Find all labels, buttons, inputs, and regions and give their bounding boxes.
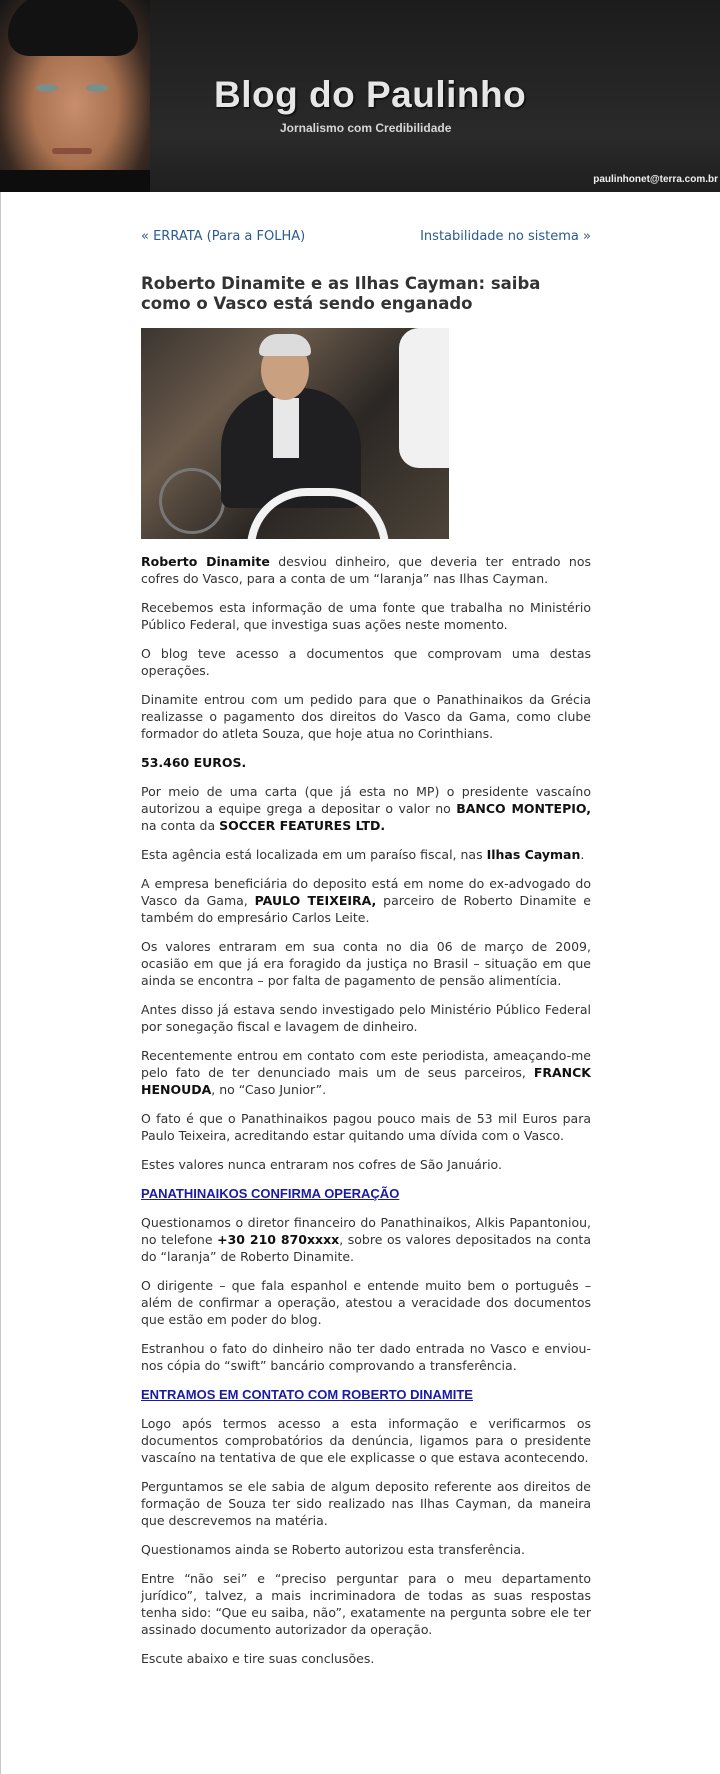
paragraph: Recentemente entrou em contato com este periodista, ameaçando-me pelo fato de ter denunciado mais um de seus parceiros, FRANCK HENOUDA, no “Caso Junior”. [141, 1048, 591, 1097]
post-body [141, 553, 591, 1667]
paragraph: Antes disso já estava sendo investigado pelo Ministério Público Federal por sonegação fiscal e lavagem de dinheiro. [141, 1002, 591, 1034]
paragraph: Roberto Dinamite desviou dinheiro, que deveria ter entrado nos cofres do Vasco, para a conta de um “laranja” nas Ilhas Cayman. [141, 554, 591, 586]
paragraph: Esta agência está localizada em um paraíso fiscal, nas Ilhas Cayman. [141, 847, 585, 862]
paragraph: Escute abaixo e tire suas conclusões. [141, 1651, 375, 1666]
paragraph: Questionamos o diretor financeiro do Panathinaikos, Alkis Papantoniou, no telefone +30 210 870xxxx, sobre os valores depositados na conta do “laranja” de Roberto Dinamite. [141, 1215, 591, 1264]
post-content [141, 228, 591, 1679]
post-photo [141, 328, 449, 539]
blog-subtitle: Jornalismo com Credibilidade [280, 121, 452, 135]
paragraph: A empresa beneficiária do deposito está em nome do ex-advogado do Vasco da Gama, PAULO TEIXEIRA, parceiro de Roberto Dinamite e também do empresário Carlos Leite. [141, 876, 591, 925]
paragraph: 53.460 EUROS. [141, 755, 247, 770]
page-left-border [0, 192, 1, 1774]
paragraph: Estes valores nunca entraram nos cofres de São Januário. [141, 1157, 502, 1172]
paragraph: Recebemos esta informação de uma fonte que trabalha no Ministério Público Federal, que investiga suas ações neste momento. [141, 600, 591, 632]
section-heading-link[interactable]: PANATHINAIKOS CONFIRMA OPERAÇÃO [141, 1186, 400, 1201]
paragraph: Dinamite entrou com um pedido para que o Panathinaikos da Grécia realizasse o pagamento dos direitos do Vasco da Gama, como clube formador do atleta Souza, que hoje atua no Corinthians. [141, 692, 591, 741]
blog-title[interactable]: Blog do Paulinho [214, 74, 527, 115]
section-heading-link[interactable]: ENTRAMOS EM CONTATO COM ROBERTO DINAMITE [141, 1387, 473, 1402]
paragraph: Perguntamos se ele sabia de algum deposito referente aos direitos de formação de Souza ter sido realizado nas Ilhas Cayman, da maneira que descrevemos na matéria. [141, 1479, 591, 1528]
blog-header [0, 0, 720, 192]
header-email: paulinhonet@terra.com.br [593, 174, 718, 185]
paragraph: Os valores entraram em sua conta no dia 06 de março de 2009, ocasião em que já era foragido da justiça no Brasil – situação em que ainda se encontra – por falta de pagamento de pensão alimentícia. [141, 939, 591, 988]
previous-post-link[interactable]: « ERRATA (Para a FOLHA) [141, 229, 306, 244]
section-heading [141, 1185, 591, 1202]
next-post-link[interactable]: Instabilidade no sistema » [420, 229, 591, 244]
paragraph: Por meio de uma carta (que já esta no MP) o presidente vascaíno autorizou a equipe grega a depositar o valor no BANCO MONTEPIO, na conta da SOCCER FEATURES LTD. [141, 784, 591, 833]
paragraph: Logo após termos acesso a esta informação e verificarmos os documentos comprobatórios da denúncia, ligamos para o presidente vascaíno na tentativa de que ele explicasse o que estava acontecendo. [141, 1416, 591, 1465]
paragraph: Questionamos ainda se Roberto autorizou esta transferência. [141, 1542, 526, 1557]
paragraph: O dirigente – que fala espanhol e entende muito bem o português – além de confirmar a operação, atestou a veracidade dos documentos que estão em poder do blog. [141, 1278, 591, 1327]
post-title: Roberto Dinamite e as Ilhas Cayman: saiba como o Vasco está sendo enganado [141, 274, 541, 313]
paragraph: Estranhou o fato do dinheiro não ter dado entrada no Vasco e enviou-nos cópia do “swift” bancário comprovando a transferência. [141, 1341, 591, 1373]
paragraph: O blog teve acesso a documentos que comprovam uma destas operações. [141, 646, 591, 678]
paragraph: O fato é que o Panathinaikos pagou pouco mais de 53 mil Euros para Paulo Teixeira, acreditando estar quitando uma dívida com o Vasco. [141, 1111, 591, 1143]
post-navigation [141, 228, 591, 246]
paragraph: Entre “não sei” e “preciso perguntar para o meu departamento jurídico”, talvez, a mais incriminadora de todas as suas respostas tenha sido: “Que eu saiba, não”, exatamente na pergunta sobre ele ter assinado documento autorizador da operação. [141, 1571, 591, 1637]
section-heading [141, 1386, 591, 1403]
author-photo [0, 0, 150, 192]
